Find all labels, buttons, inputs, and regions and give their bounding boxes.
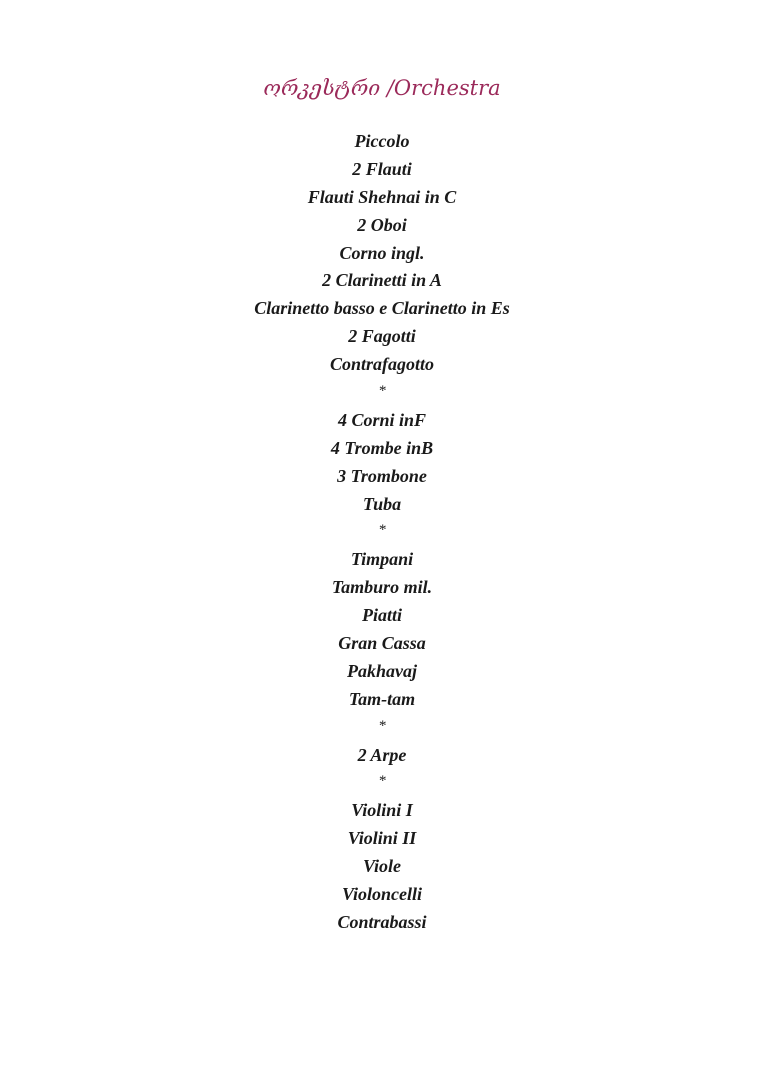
instrument-item: Flauti Shehnai in C xyxy=(307,186,457,207)
instrument-item: Timpani xyxy=(350,549,414,570)
instrument-item: 2 Oboi xyxy=(357,214,407,235)
instrument-item: 4 Trombe inB xyxy=(330,437,434,458)
instrument-item: 2 Clarinetti in A xyxy=(322,270,442,291)
instrument-item: 2 Arpe xyxy=(357,744,407,765)
instrument-item: Tamburo mil. xyxy=(331,577,433,598)
instrument-item: Clarinetto basso e Clarinetto in Es xyxy=(254,298,510,319)
instrument-item: Gran Cassa xyxy=(338,633,426,654)
section-separator: * xyxy=(378,383,386,400)
section-separator: * xyxy=(378,717,386,734)
instrument-item: Piccolo xyxy=(354,131,410,151)
instrument-list xyxy=(0,128,764,937)
instrument-item: 3 Trombone xyxy=(337,465,427,486)
instrument-item: 4 Corni inF xyxy=(337,409,427,430)
instrument-item: Piatti xyxy=(362,605,402,626)
instrument-item: Pakhavaj xyxy=(347,660,417,681)
section-separator: * xyxy=(378,773,386,790)
instrument-item: Corno ingl. xyxy=(339,242,425,263)
section-separator: * xyxy=(378,522,386,539)
instrument-item: Violini II xyxy=(347,828,417,849)
instrument-item: 2 Flauti xyxy=(352,158,412,179)
instrument-item: 2 Fagotti xyxy=(348,326,416,347)
instrument-item: Contrabassi xyxy=(337,911,427,932)
instrument-item: Viole xyxy=(362,856,401,877)
instrument-item: Violoncelli xyxy=(341,884,422,905)
page-title: ორკესტრი /Orchestra xyxy=(263,76,501,100)
instrument-item: Violini I xyxy=(351,800,413,821)
instrument-item: Tuba xyxy=(362,493,402,514)
instrument-item: Contrafagotto xyxy=(329,354,435,375)
instrument-item: Tam-tam xyxy=(348,688,416,709)
